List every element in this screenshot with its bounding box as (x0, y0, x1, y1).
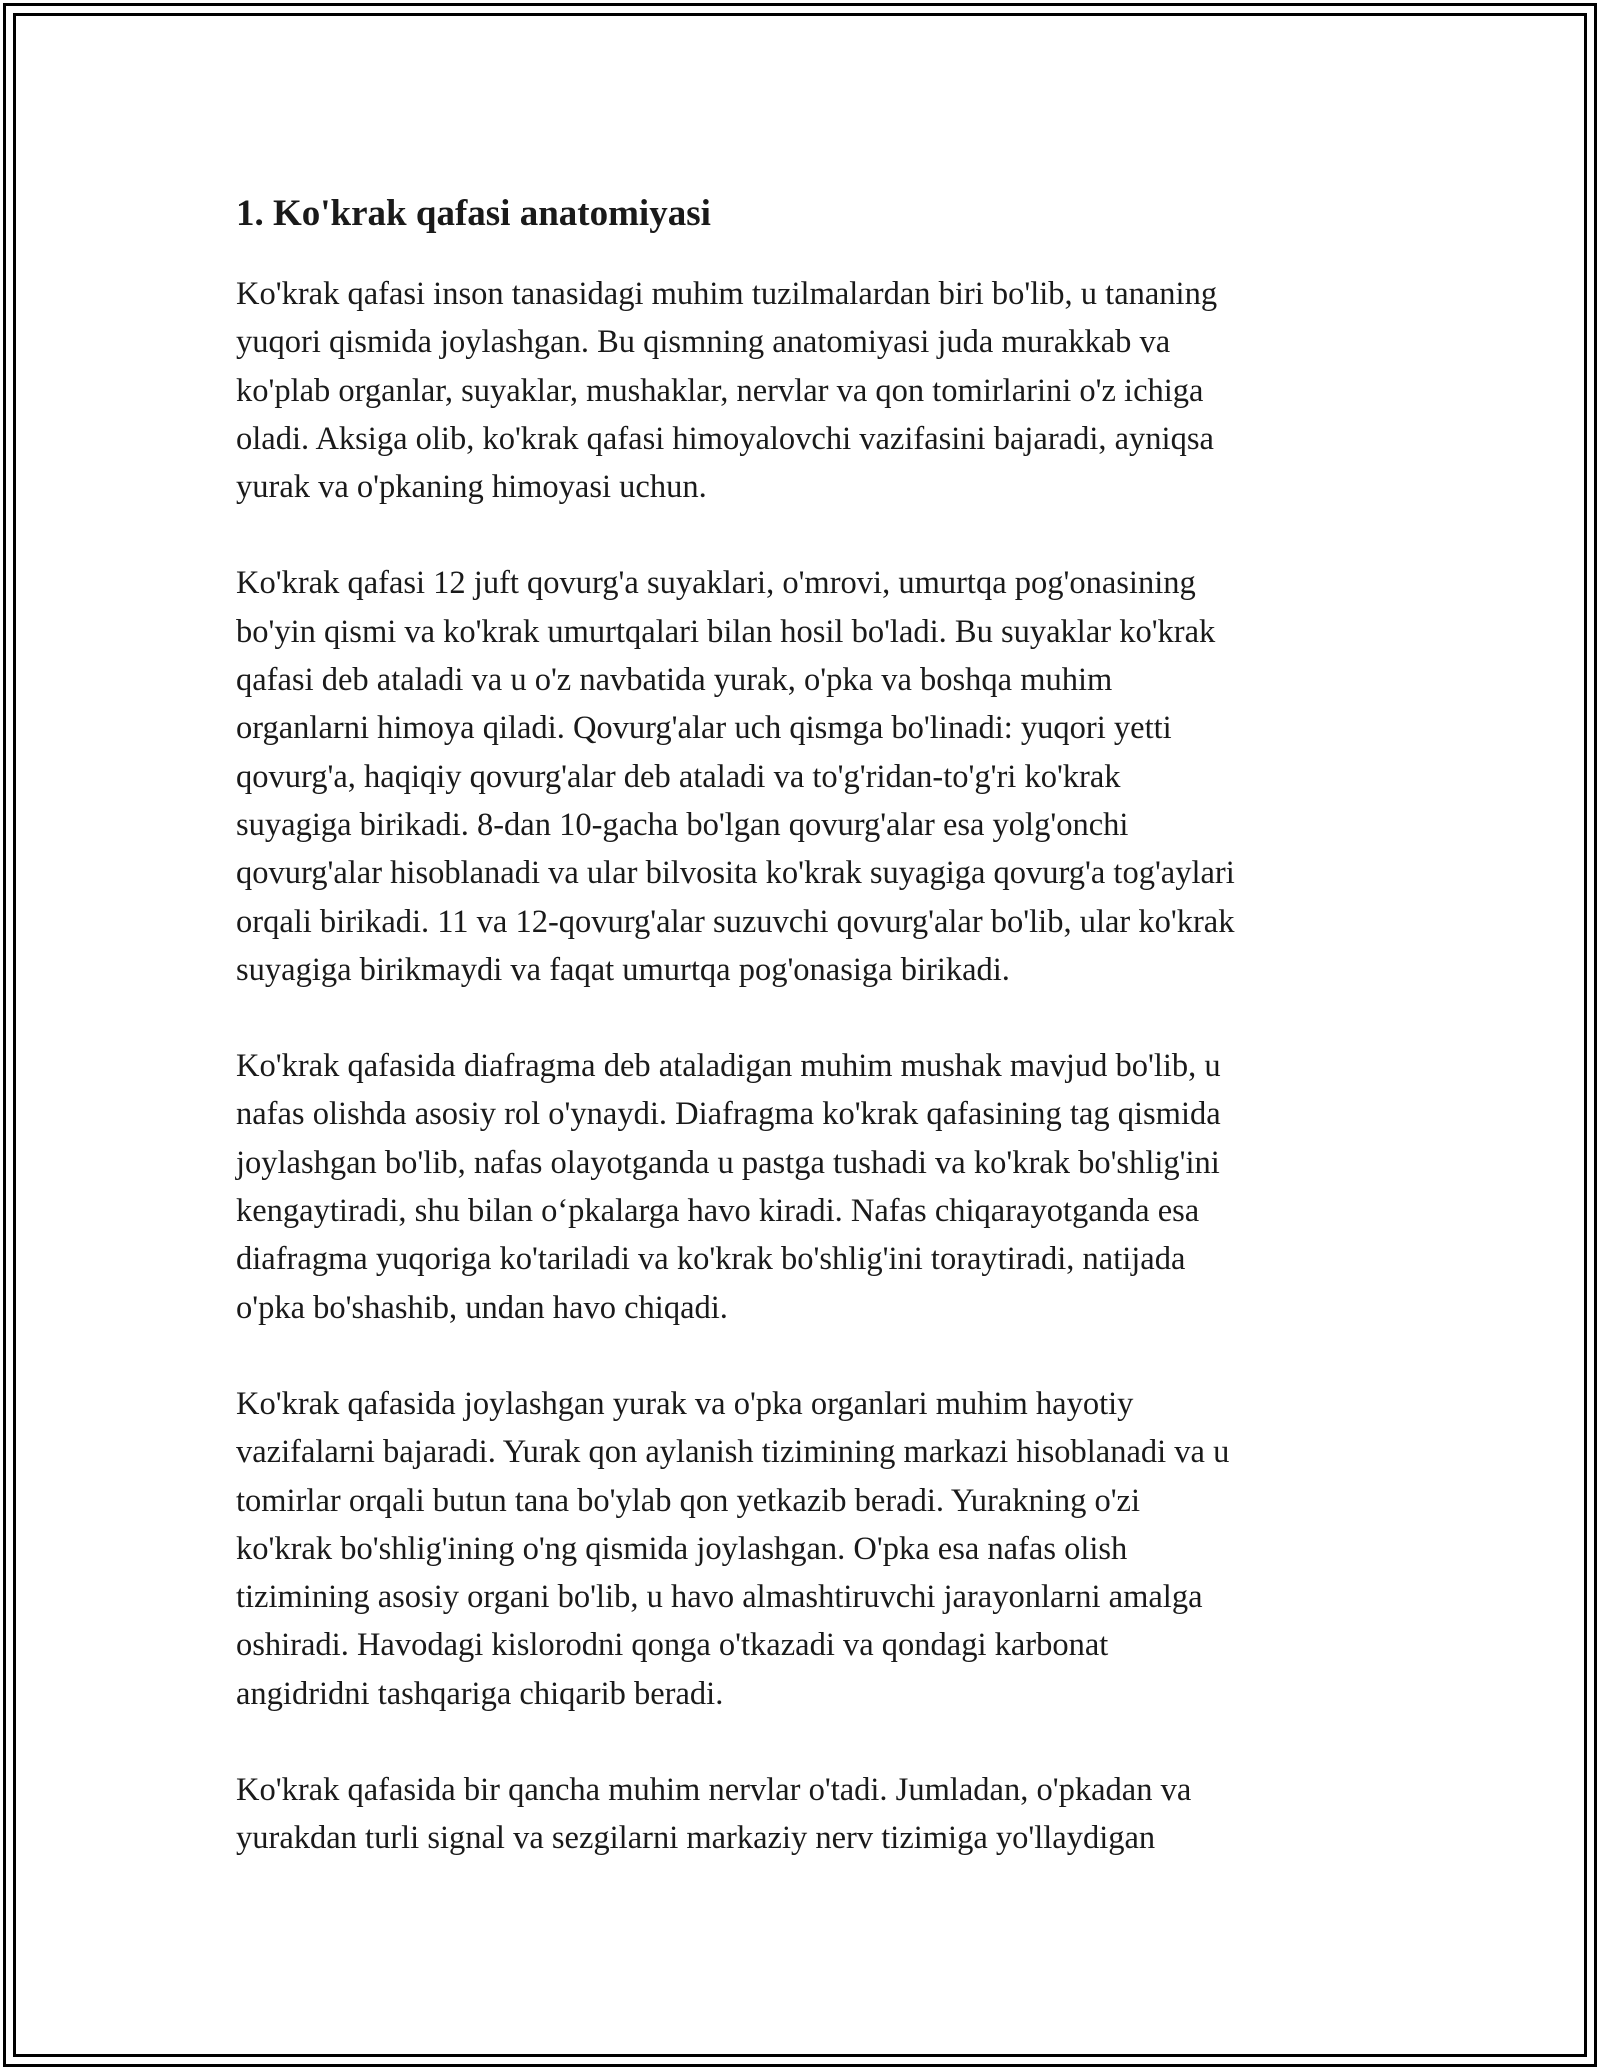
paragraph-intro: Ko'krak qafasi inson tanasidagi muhim tuzilmalardan biri bo'lib, u tananing yuqori qismida joylashgan. Bu qismning anatomiyasi juda murakkab va ko'plab organlar, suyaklar, mushaklar, nervlar va qon tomirlarini o'z ichiga oladi. Aksiga olib, ko'krak qafasi himoyalovchi vazifasini bajaradi, ayniqsa yurak va o'pkaning himoyasi uchun. (236, 276, 1218, 506)
paragraph-heart-lungs: Ko'krak qafasida joylashgan yurak va o'pka organlari muhim hayotiy vazifalarni bajaradi. Yurak qon aylanish tizimining markazi hisoblanadi va u tomirlar orqali butun tana bo'ylab qon yetkazib beradi. Yurakning o'zi ko'krak bo'shlig'ining o'ng qismida joylashgan. O'pka esa nafas olish tizimining asosiy organi bo'lib, u havo almashtiruvchi jarayonlarni amalga oshiradi. Havodagi kislorodni qonga o'tkazadi va qondagi karbonat angidridni tashqariga chiqarib beradi. (236, 1385, 1230, 1712)
paragraph-ribs: Ko'krak qafasi 12 juft qovurg'a suyaklari, o'mrovi, umurtqa pog'onasining bo'yin qismi va ko'krak umurtqalari bilan hosil bo'ladi. Bu suyaklar ko'krak qafasi deb ataladi va u o'z navbatida yurak, o'pka va boshqa muhim organlarni himoya qiladi. Qovurg'alar uch qismga bo'linadi: yuqori yetti qovurg'a, haqiqiy qovurg'alar deb ataladi va to'g'ridan-to'g'ri ko'krak suyagiga birikadi. 8-dan 10-gacha bo'lgan qovurg'alar esa yolg'onchi qovurg'alar hisoblanadi va ular bilvosita ko'krak suyagiga qovurg'a tog'aylari orqali birikadi. 11 va 12-qovurg'alar suzuvchi qovurg'alar bo'lib, ular ko'krak suyagiga birikmaydi va faqat umurtqa pog'onasiga birikadi. (236, 565, 1235, 988)
paragraph-nerves: Ko'krak qafasida bir qancha muhim nervlar o'tadi. Jumladan, o'pkadan va yurakdan turli signal va sezgilarni markaziy nerv tizimiga yo'llaydigan (236, 1772, 1192, 1857)
section-heading: 1. Ko'krak qafasi anatomiyasi (236, 193, 711, 234)
document-page (236, 188, 1376, 1911)
paragraph-diaphragm: Ko'krak qafasida diafragma deb ataladigan muhim mushak mavjud bo'lib, u nafas olishda asosiy rol o'ynaydi. Diafragma ko'krak qafasining tag qismida joylashgan bo'lib, nafas olayotganda u pastga tushadi va ko'krak bo'shlig'ini kengaytiradi, shu bilan o‘pkalarga havo kiradi. Nafas chiqarayotganda esa diafragma yuqoriga ko'tariladi va ko'krak bo'shlig'ini toraytiradi, natijada o'pka bo'shashib, undan havo chiqadi. (236, 1048, 1221, 1326)
